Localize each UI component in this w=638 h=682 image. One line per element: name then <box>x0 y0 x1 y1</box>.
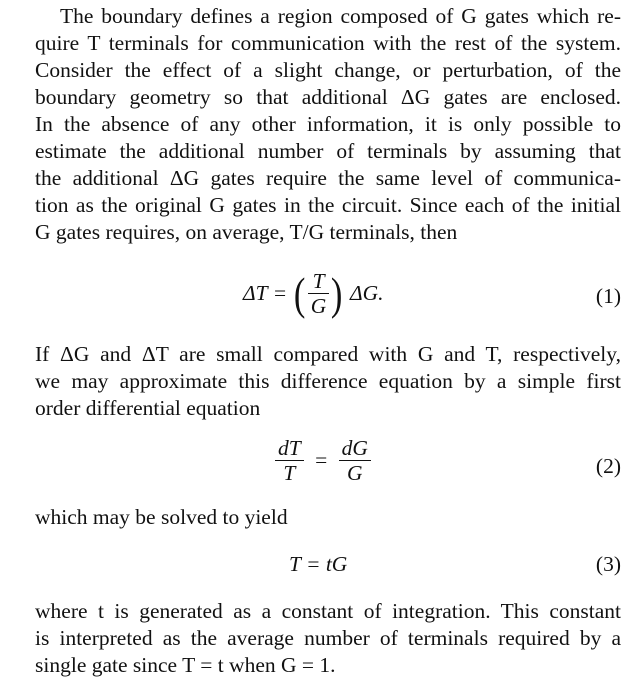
text-line: which may be solved to yield <box>35 505 288 529</box>
equation-1 <box>35 265 621 329</box>
text-line: If ΔG and ΔT are small compared with G and T, respectively, <box>35 342 621 366</box>
equation-3-number: (3) <box>595 552 621 576</box>
equation-3-body: T = tG <box>289 552 348 576</box>
text-line: order differential equation <box>35 396 261 420</box>
right-paren: ) <box>331 267 343 319</box>
text-line: tion as the original G gates in the circuit. Since each of the initial <box>35 193 621 217</box>
equation-3 <box>35 552 621 582</box>
text-line: In the absence of any other information, it is only possible to <box>35 112 621 136</box>
fraction-denominator: G <box>310 294 327 318</box>
equation-2 <box>35 436 621 492</box>
equation-1-lhs: ΔT = <box>243 281 288 305</box>
paragraph-2 <box>35 341 621 422</box>
text-line: G gates requires, on average, T/G terminals, then <box>35 220 458 244</box>
equation-1-fraction <box>308 269 330 318</box>
text-line: single gate since T = t when G = 1. <box>35 653 336 677</box>
paragraph-1 <box>35 3 621 246</box>
equation-1-body <box>243 269 384 318</box>
text-line: is interpreted as the average number of terminals required by a <box>35 626 621 650</box>
fraction-denominator: G <box>346 461 363 485</box>
text-line: we may approximate this difference equation by a simple first <box>35 369 621 393</box>
left-paren: ( <box>294 267 306 319</box>
text-line: boundary geometry so that additional ΔG gates are enclosed. <box>35 85 621 109</box>
fraction-numerator: T <box>308 269 330 294</box>
text-line: estimate the additional number of terminals by assuming that <box>35 139 621 163</box>
equation-2-body <box>275 436 371 485</box>
text-line: where t is generated as a constant of integration. This constant <box>35 599 621 623</box>
equation-2-right-fraction <box>339 436 371 485</box>
paragraph-3 <box>35 504 621 531</box>
fraction-numerator: dT <box>275 436 304 461</box>
text-line: quire T terminals for communication with the rest of the system. <box>35 31 621 55</box>
paragraph-4 <box>35 598 621 679</box>
equation-1-rhs: ΔG. <box>350 281 384 305</box>
equals-sign: = <box>315 448 328 472</box>
fraction-denominator: T <box>283 461 296 485</box>
text-line: The boundary defines a region composed of G gates which re- <box>60 4 621 28</box>
equation-2-left-fraction <box>275 436 304 485</box>
text-line: Consider the effect of a slight change, or perturbation, of the <box>35 58 621 82</box>
fraction-numerator: dG <box>339 436 371 461</box>
text-line: the additional ΔG gates require the same level of communica- <box>35 166 621 190</box>
equation-1-number: (1) <box>595 284 621 308</box>
equation-2-number: (2) <box>595 454 621 478</box>
